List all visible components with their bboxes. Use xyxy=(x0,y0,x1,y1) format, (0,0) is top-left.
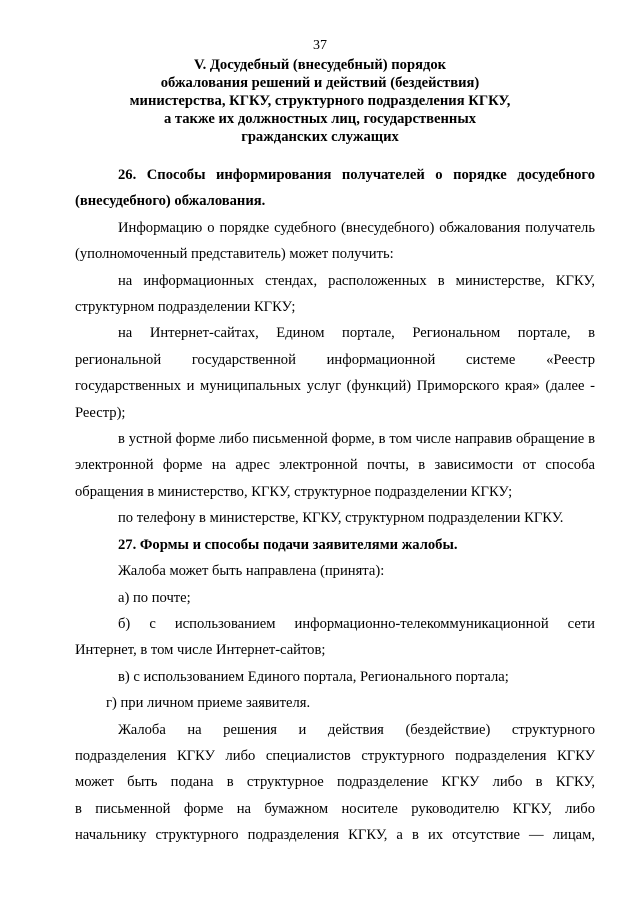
page-number: 37 xyxy=(313,38,327,53)
heading-line: V. Досудебный (внесудебный) порядок xyxy=(193,57,447,73)
item-26-way: на Интернет-сайтах, Едином портале, Региональном портале, в региональной государственной информационной системе «Реестр государственных и муниципальных услуг (функций) Приморского края» (далее - Реестр); xyxy=(75,325,595,421)
item-27-intro: Жалоба может быть направлена (принята): xyxy=(118,563,385,580)
section-heading xyxy=(0,56,640,146)
paragraph-line: может быть подана в структурное подразделение КГКУ либо в КГКУ, xyxy=(75,774,595,791)
item-26-way: в устной форме либо письменной форме, в том числе направив обращение в электронной форме на адрес электронной почты, в зависимости от способа обращения в министерство, КГКУ, структурное подразделении КГКУ; xyxy=(75,431,595,500)
heading-line: министерства, КГКУ, структурного подразделения КГКУ, xyxy=(129,93,511,109)
paragraph-line: в письменной форме на бумажном носителе руководителю КГКУ, либо xyxy=(75,800,595,817)
heading-line: обжалования решений и действий (бездействия) xyxy=(160,75,480,91)
item-26-way: на информационных стендах, расположенных в министерстве, КГКУ, структурном подразделении КГКУ; xyxy=(75,272,595,316)
item-27-way: в) с использованием Единого портала, Регионального портала; xyxy=(118,668,509,685)
item-27-way: б) с использованием информационно-телекоммуникационной сети Интернет, в том числе Интернет-сайтов; xyxy=(75,615,595,659)
item-27-final-paragraph xyxy=(75,717,595,849)
paragraph-line: подразделения КГКУ либо специалистов структурного подразделения КГКУ xyxy=(75,747,595,764)
item-26-intro: Информацию о порядке судебного (внесудебного) обжалования получатель (уполномоченный представитель) может получить: xyxy=(75,219,595,263)
heading-line: гражданских служащих xyxy=(241,129,399,145)
document-body xyxy=(75,162,595,849)
item-26-title: 26. Способы информирования получателей о порядке досудебного (внесудебного) обжалования. xyxy=(75,167,595,210)
paragraph-line: Жалоба на решения и действия (бездействие) структурного xyxy=(118,721,595,738)
paragraph-line: начальнику структурного подразделения КГКУ, а в их отсутствие — лицам, xyxy=(75,827,595,844)
item-27-way: г) при личном приеме заявителя. xyxy=(106,695,311,712)
item-27-title: 27. Формы и способы подачи заявителями жалобы. xyxy=(118,536,458,553)
item-27-way: а) по почте; xyxy=(118,589,191,606)
heading-line: а также их должностных лиц, государственных xyxy=(163,111,477,127)
item-26-way: по телефону в министерстве, КГКУ, структурном подразделении КГКУ. xyxy=(118,510,564,527)
